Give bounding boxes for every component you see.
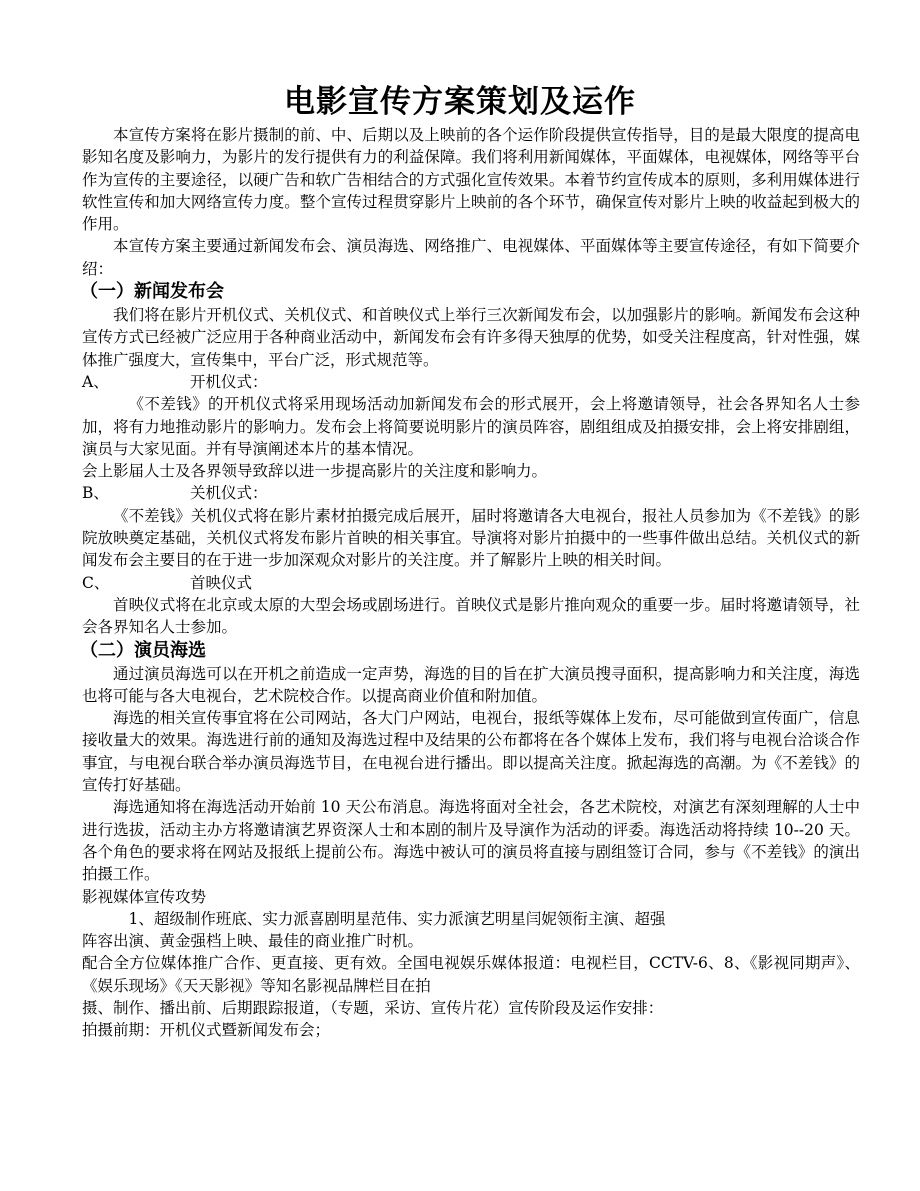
- media-line-2: 阵容出演、黄金强档上映、最佳的商业推广时机。: [82, 932, 424, 951]
- intro-paragraph-1: 本宣传方案将在影片摄制的前、中、后期以及上映前的各个运作阶段提供宣传指导，目的是最大限度的提高电影知名度及影响力，为影片的发行提供有力的利益保障。我们将利用新闻媒体，平面媒体，电视媒体，网络等平台作为宣传的主要途径，以硬广告和软广告相结合的方式强化宣传效果。本着节约宣传成本的原则，多利用媒体进行软性宣传和加大网络宣传力度。整个宣传过程贯穿影片上映前的各个环节，确保宣传对影片上映的收益起到极大的作用。: [82, 126, 860, 234]
- casting-paragraph-3: 海选通知将在海选活动开始前 10 天公布消息。海选将面对全社会，各艺术院校，对演艺有深刻理解的人士中进行选拔，活动主办方将邀请演艺界资深人士和本剧的制片及导演作为活动的评委。海选活动将持续 10--20 天。各个角色的要求将在网站及报纸上提前公布。海选中被认可的演员将直接与剧组签订合同，参与《不差钱》的演出拍摄工作。: [82, 798, 860, 884]
- opening-ceremony-text-2: 会上影届人士及各界领导致辞以进一步提高影片的关注度和影响力。: [82, 462, 548, 481]
- subsection-b-label: 关机仪式：: [190, 484, 268, 503]
- wrap-ceremony-text: 《不差钱》关机仪式将在影片素材拍摄完成后展开，届时将邀请各大电视台，报社人员参加为《不差钱》的影院放映奠定基础，关机仪式将发布影片首映的相关事宜。导演将对影片拍摄中的一些事件做出总结。关机仪式的新闻发布会主要目的在于进一步加深观众对影片的关注度。并了解影片上映的相关时间。: [82, 506, 860, 570]
- opening-ceremony-text: 《不差钱》的开机仪式将采用现场活动加新闻发布会的形式展开，会上将邀请领导，社会各界知名人士参加，将有力地推动影片的影响力。发布会上将简要说明影片的演员阵容，剧组组成及拍摄安排，会上将安排剧组，演员与大家见面。并有导演阐述本片的基本情况。: [82, 395, 860, 458]
- casting-paragraph-2: 海选的相关宣传事宜将在公司网站，各大门户网站，电视台，报纸等媒体上发布，尽可能做到宣传面广，信息接收量大的效果。海选进行前的通知及海选过程中及结果的公布都将在各个媒体上发布，我们将与电视台洽谈合作事宜，与电视台联合举办演员海选节目，在电视台进行播出。即以提高关注度。掀起海选的高潮。为《不差钱》的宣传打好基础。: [82, 709, 860, 795]
- subsection-a-heading: [82, 371, 860, 393]
- subsection-c-letter: C、: [82, 573, 110, 592]
- subsection-a-letter: A、: [82, 372, 109, 391]
- casting-paragraph-1: 通过演员海选可以在开机之前造成一定声势，海选的目的旨在扩大演员搜寻面积，提高影响力和关注度，海选也将可能与各大电视台，艺术院校合作。以提高商业价值和附加值。: [82, 664, 860, 705]
- page-title: 电影宣传方案策划及运作: [284, 84, 636, 120]
- media-line-3: 配合全方位媒体推广合作、更直接、更有效。全国电视娱乐媒体报道：电视栏目，CCTV-6、8、《影视同期声》、《娱乐现场》《天天影视》等知名影视品牌栏目在拍: [82, 954, 860, 995]
- section-heading-press-conference: （一）新闻发布会: [80, 281, 224, 303]
- premiere-text: 首映仪式将在北京或太原的大型会场或剧场进行。首映仪式是影片推向观众的重要一步。届时将邀请领导，社会各界知名人士参加。: [82, 595, 860, 637]
- subsection-c-label: 首映仪式: [190, 573, 253, 592]
- subsection-a-label: 开机仪式：: [190, 372, 268, 391]
- document-body: [82, 124, 860, 1042]
- subsection-c-heading: [82, 572, 860, 594]
- media-heading: 影视媒体宣传攻势: [82, 887, 207, 906]
- media-line-1: 1、超级制作班底、实力派喜剧明星范伟、实力派演艺明星闫妮领衔主演、超强: [128, 909, 666, 928]
- media-line-4: 摄、制作、播出前、后期跟踪报道，（专题，采访、宣传片花）宣传阶段及运作安排：: [82, 998, 664, 1017]
- subsection-b-heading: [82, 482, 860, 504]
- subsection-b-letter: B、: [82, 484, 109, 503]
- intro-paragraph-2: 本宣传方案主要通过新闻发布会、演员海选、网络推广、电视媒体、平面媒体等主要宣传途径，有如下简要介绍：: [82, 237, 860, 278]
- section-heading-casting: （二）演员海选: [80, 639, 206, 661]
- press-conference-intro: 我们将在影片开机仪式、关机仪式、和首映仪式上举行三次新闻发布会，以加强影片的影响。新闻发布会这种宣传方式已经被广泛应用于各种商业活动中，新闻发布会有许多得天独厚的优势，如受关注程度高，针对性强，媒体推广强度大，宣传集中，平台广泛，形式规范等。: [82, 306, 860, 369]
- media-line-5: 拍摄前期：开机仪式暨新闻发布会；: [82, 1021, 331, 1040]
